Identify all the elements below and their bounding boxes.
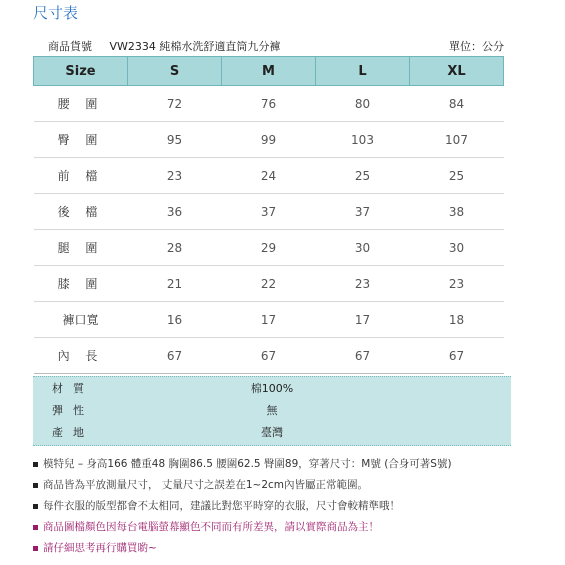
elasticity-row: [33, 402, 511, 424]
row-label: 內 長: [34, 338, 128, 374]
cell: 95: [128, 122, 222, 158]
cell: 67: [316, 338, 410, 374]
cell: 25: [410, 158, 504, 194]
row-label: 前 檔: [34, 158, 128, 194]
elasticity-key: 彈性: [52, 404, 94, 417]
row-label: 腿 圍: [34, 230, 128, 266]
row-label: 膝 圍: [34, 266, 128, 302]
cell: 16: [128, 302, 222, 338]
cell: 22: [222, 266, 316, 302]
cell: 99: [222, 122, 316, 158]
bullet-icon: [33, 462, 38, 467]
header-size: Size: [34, 57, 128, 86]
product-code-value: VW2334 純棉水洗舒適直筒九分褲: [109, 40, 281, 53]
table-row: [34, 302, 504, 338]
cell: 23: [128, 158, 222, 194]
cell: 23: [410, 266, 504, 302]
cell: 17: [316, 302, 410, 338]
page-title: 尺寸表: [33, 4, 79, 22]
note-text: 每件衣服的版型都會不太相同，建議比對您平時穿的衣服，尺寸會較精準哦！: [43, 500, 400, 512]
cell: 21: [128, 266, 222, 302]
table-row: [34, 266, 504, 302]
header-m: M: [222, 57, 316, 86]
size-table-header: [34, 57, 504, 86]
table-row: [34, 86, 504, 122]
note-text: 模特兒 – 身高166 體重48 胸圍86.5 腰圍62.5 臀圍89，穿著尺寸：M號 (合身可著S號): [43, 458, 452, 470]
bullet-icon: [33, 483, 38, 488]
cell: 80: [316, 86, 410, 122]
material-value: 棉100%: [250, 382, 294, 395]
material-row: [33, 380, 511, 402]
unit-label: 單位：公分: [449, 40, 504, 53]
origin-row: [33, 424, 511, 446]
cell: 36: [128, 194, 222, 230]
table-row: [34, 158, 504, 194]
table-row: [34, 338, 504, 374]
size-table: [33, 56, 504, 374]
table-row: [34, 230, 504, 266]
material-key: 材質: [52, 382, 94, 395]
cell: 30: [410, 230, 504, 266]
bullet-icon: [33, 504, 38, 509]
row-label: 後 檔: [34, 194, 128, 230]
table-row: [34, 122, 504, 158]
header-l: L: [316, 57, 410, 86]
note-text: 請仔細思考再行購買喲~: [43, 542, 157, 554]
table-row: [34, 194, 504, 230]
origin-value: 臺灣: [261, 426, 283, 439]
note-item: [33, 519, 452, 540]
bullet-icon: [33, 525, 38, 530]
note-item: [33, 498, 452, 519]
cell: 37: [316, 194, 410, 230]
note-item: [33, 477, 452, 498]
cell: 76: [222, 86, 316, 122]
product-code-label: 商品貨號: [48, 40, 92, 53]
material-panel: [33, 376, 511, 446]
header-xl: XL: [410, 57, 504, 86]
cell: 67: [222, 338, 316, 374]
cell: 67: [410, 338, 504, 374]
row-label: 臀 圍: [34, 122, 128, 158]
row-label: 腰 圍: [34, 86, 128, 122]
cell: 67: [128, 338, 222, 374]
cell: 24: [222, 158, 316, 194]
cell: 107: [410, 122, 504, 158]
note-item: [33, 456, 452, 477]
cell: 23: [316, 266, 410, 302]
note-text: 商品皆為平放測量尺寸， 丈量尺寸之誤差在1~2cm內皆屬正常範圍。: [43, 479, 368, 491]
cell: 37: [222, 194, 316, 230]
cell: 29: [222, 230, 316, 266]
cell: 17: [222, 302, 316, 338]
cell: 103: [316, 122, 410, 158]
cell: 84: [410, 86, 504, 122]
elasticity-value: 無: [266, 404, 278, 417]
cell: 28: [128, 230, 222, 266]
note-text: 商品圖檔顏色因每台電腦螢幕顯色不同而有所差異，請以實際商品為主！: [43, 521, 379, 533]
cell: 25: [316, 158, 410, 194]
cell: 18: [410, 302, 504, 338]
cell: 38: [410, 194, 504, 230]
bullet-icon: [33, 546, 38, 551]
header-s: S: [128, 57, 222, 86]
row-label: 褲口寬: [34, 302, 128, 338]
notes-list: [33, 456, 452, 561]
note-item: [33, 540, 452, 561]
product-info: [48, 38, 504, 54]
origin-key: 產地: [52, 426, 94, 439]
cell: 72: [128, 86, 222, 122]
cell: 30: [316, 230, 410, 266]
